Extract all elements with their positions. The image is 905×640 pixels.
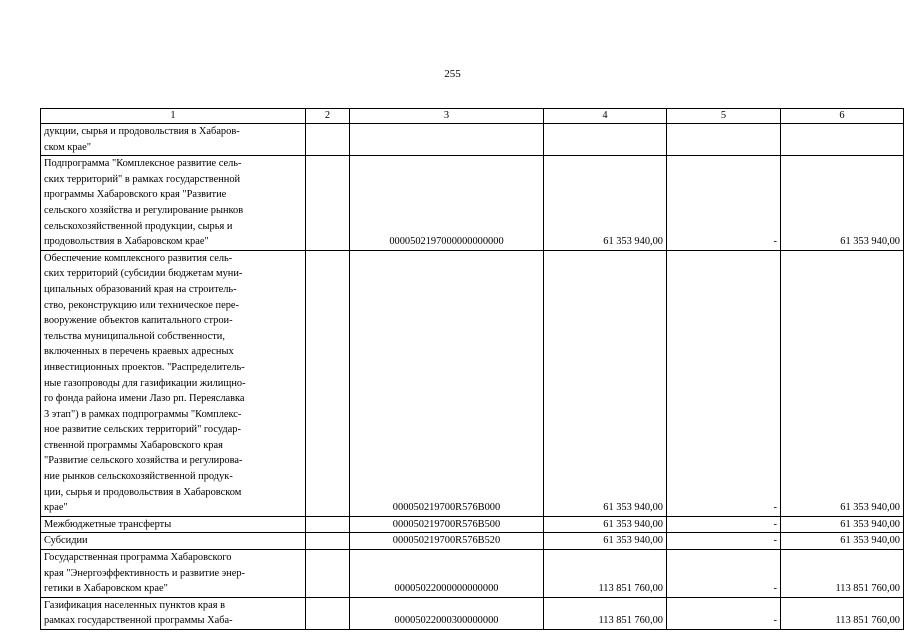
row-col2 bbox=[306, 124, 350, 156]
budget-table bbox=[40, 108, 904, 630]
column-header-3: 3 bbox=[350, 109, 544, 124]
row-name: дукции, сырья и продовольствия в Хабаров- ском крае" bbox=[41, 124, 306, 156]
row-total: 61 353 940,00 bbox=[781, 533, 904, 550]
row-name: Межбюджетные трансферты bbox=[41, 516, 306, 533]
row-dash: - bbox=[667, 156, 781, 251]
row-total: 61 353 940,00 bbox=[781, 250, 904, 516]
row-col2 bbox=[306, 156, 350, 251]
row-dash bbox=[667, 124, 781, 156]
row-dash: - bbox=[667, 533, 781, 550]
row-total: 113 851 760,00 bbox=[781, 550, 904, 598]
table-row bbox=[41, 533, 904, 550]
column-header-1: 1 bbox=[41, 109, 306, 124]
row-code: 00005022000300000000 bbox=[350, 597, 544, 629]
row-name: Субсидии bbox=[41, 533, 306, 550]
column-header-4: 4 bbox=[544, 109, 667, 124]
row-col2 bbox=[306, 250, 350, 516]
header-row bbox=[41, 109, 904, 124]
row-code: 0000502197000000000000 bbox=[350, 156, 544, 251]
row-dash: - bbox=[667, 550, 781, 598]
row-amount: 61 353 940,00 bbox=[544, 250, 667, 516]
row-col2 bbox=[306, 516, 350, 533]
page-number: 255 bbox=[444, 68, 461, 80]
row-amount: 113 851 760,00 bbox=[544, 597, 667, 629]
row-dash: - bbox=[667, 516, 781, 533]
table-row bbox=[41, 124, 904, 156]
row-amount: 61 353 940,00 bbox=[544, 156, 667, 251]
table-row bbox=[41, 597, 904, 629]
row-name: Подпрограмма "Комплексное развитие сель- ских территорий" в рамках государственной программы Хабаровского края "Развитие сельского хозяйства и регулирование рынков сельскохозяйственной продукции, сырья и продовольствия в Хабаровском крае" bbox=[41, 156, 306, 251]
row-code: 000050219700R576B500 bbox=[350, 516, 544, 533]
row-amount: 113 851 760,00 bbox=[544, 550, 667, 598]
row-code: 000050219700R576B000 bbox=[350, 250, 544, 516]
row-code bbox=[350, 124, 544, 156]
column-header-6: 6 bbox=[781, 109, 904, 124]
row-code: 00005022000000000000 bbox=[350, 550, 544, 598]
row-col2 bbox=[306, 533, 350, 550]
row-amount: 61 353 940,00 bbox=[544, 516, 667, 533]
row-name: Обеспечение комплексного развития сель- ских территорий (субсидии бюджетам муни- ципальных образований края на строитель- ство, реконструкцию или техническое пере- вооружение объектов капитального строи- тельства муниципальной собственности, включенных в перечень краевых адресных инвестиционных проектов. "Распределитель- ные газопроводы для газификации жилищно- го фонда района имени Лазо рп. Переяславка 3 этап") в рамках подпрограммы "Комплекс- ное развитие сельских территорий" государ- ственной программы Хабаровского края "Развитие сельского хозяйства и регулирова- ние рынков сельскохозяйственной продук- ции, сырья и продовольствия в Хабаровском крае" bbox=[41, 250, 306, 516]
row-name: Государственная программа Хабаровского края "Энергоэффективность и развитие энер- гетики в Хабаровском крае" bbox=[41, 550, 306, 598]
row-code: 000050219700R576B520 bbox=[350, 533, 544, 550]
row-col2 bbox=[306, 550, 350, 598]
row-amount: 61 353 940,00 bbox=[544, 533, 667, 550]
row-total: 61 353 940,00 bbox=[781, 516, 904, 533]
row-total: 113 851 760,00 bbox=[781, 597, 904, 629]
row-amount bbox=[544, 124, 667, 156]
row-total: 61 353 940,00 bbox=[781, 156, 904, 251]
row-col2 bbox=[306, 597, 350, 629]
table-row bbox=[41, 156, 904, 251]
row-dash: - bbox=[667, 250, 781, 516]
row-name: Газификация населенных пунктов края в рамках государственной программы Хаба- bbox=[41, 597, 306, 629]
table-row bbox=[41, 250, 904, 516]
column-header-2: 2 bbox=[306, 109, 350, 124]
row-dash: - bbox=[667, 597, 781, 629]
table-row bbox=[41, 516, 904, 533]
row-total bbox=[781, 124, 904, 156]
table-row bbox=[41, 550, 904, 598]
column-header-5: 5 bbox=[667, 109, 781, 124]
